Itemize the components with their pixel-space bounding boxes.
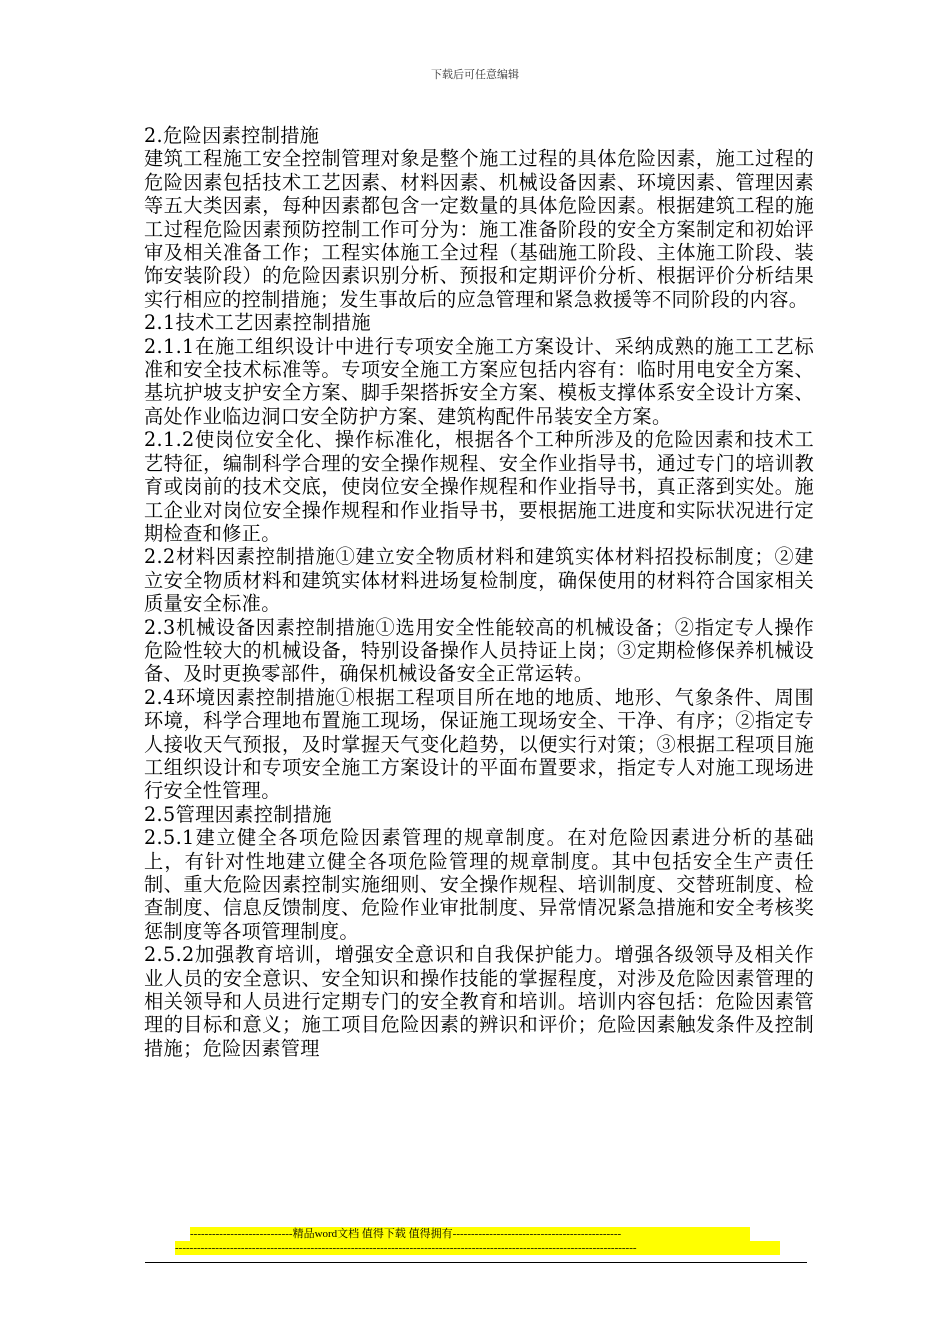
section-heading: 2.1技术工艺因素控制措施 (144, 311, 371, 335)
paragraph: 建筑工程施工安全控制管理对象是整个施工过程的具体危险因素，施工过程的危险因素包括技术工艺因素、材料因素、机械设备因素、环境因素、管理因素等五大类因素，每种因素都包含一定数量的具体危险因素。根据建筑工程的施工过程危险因素预防控制工作可分为：施工准备阶段的安全方案制定和初始评审及相关准备工作；工程实体施工全过程（基础施工阶段、主体施工阶段、装饰安装阶段）的危险因素识别分析、预报和定期评价分析、根据评价分析结果实行相应的控制措施；发生事故后的应急管理和紧急救援等不同阶段的内容。 (144, 147, 814, 311)
document-body (144, 124, 814, 1060)
paragraph: 2.1.2使岗位安全化、操作标准化，根据各个工种所涉及的危险因素和技术工艺特征，编制科学合理的安全操作规程、安全作业指导书，通过专门的培训教育或岗前的技术交底，使岗位安全操作规程和作业指导书，真正落到实处。施工企业对岗位安全操作规程和作业指导书，要根据施工进度和实际状况进行定期检查和修正。 (144, 428, 814, 545)
footer-line-dashes: ------------------------------------------------------------------------------------------------------------------------------ (175, 1241, 780, 1255)
footer-divider (145, 1262, 807, 1263)
footer-banner (145, 1227, 807, 1255)
paragraph: 2.5.1建立健全各项危险因素管理的规章制度。在对危险因素进分析的基础上，有针对性地建立健全各项危险管理的规章制度。其中包括安全生产责任制、重大危险因素控制实施细则、安全操作规程、培训制度、交替班制度、检查制度、信息反馈制度、危险作业审批制度、异常情况紧急措施和安全考核奖惩制度等各项管理制度。 (144, 826, 814, 943)
section-heading: 2.危险因素控制措施 (144, 124, 320, 147)
paragraph: 2.2材料因素控制措施①建立安全物质材料和建筑实体材料招投标制度；②建立安全物质材料和建筑实体材料进场复检制度，确保使用的材料符合国家相关质量安全标准。 (144, 545, 814, 616)
paragraph: 2.5.2加强教育培训，增强安全意识和自我保护能力。增强各级领导及相关作业人员的安全意识、安全知识和操作技能的掌握程度，对涉及危险因素管理的相关领导和人员进行定期专门的安全教育和培训。培训内容包括：危险因素管理的目标和意义；施工项目危险因素的辨识和评价；危险因素触发条件及控制措施；危险因素管理 (144, 943, 814, 1060)
section-heading: 2.5管理因素控制措施 (144, 802, 332, 826)
paragraph: 2.3机械设备因素控制措施①选用安全性能较高的机械设备；②指定专人操作危险性较大的机械设备，特别设备操作人员持证上岗；③定期检修保养机械设备、及时更换零部件，确保机械设备安全正常运转。 (144, 615, 814, 686)
paragraph: 2.4环境因素控制措施①根据工程项目所在地的地质、地形、气象条件、周围环境，科学合理地布置施工现场，保证施工现场安全、干净、有序；②指定专人接收天气预报，及时掌握天气变化趋势，以便实行对策；③根据工程项目施工组织设计和专项安全施工方案设计的平面布置要求，指定专人对施工现场进行安全性管理。 (144, 685, 814, 803)
header-note: 下载后可任意编辑 (431, 68, 519, 81)
paragraph: 2.1.1在施工组织设计中进行专项安全施工方案设计、采纳成熟的施工工艺标准和安全技术标准等。专项安全施工方案应包括内容有：临时用电安全方案、基坑护坡支护安全方案、脚手架搭拆安全方案、模板支撑体系安全设计方案、高处作业临边洞口安全防护方案、建筑构配件吊装安全方案。 (144, 334, 814, 428)
footer-line-promo: ----------------------------精品word文档 值得下载 值得拥有---------------------------------------------- (190, 1227, 750, 1241)
